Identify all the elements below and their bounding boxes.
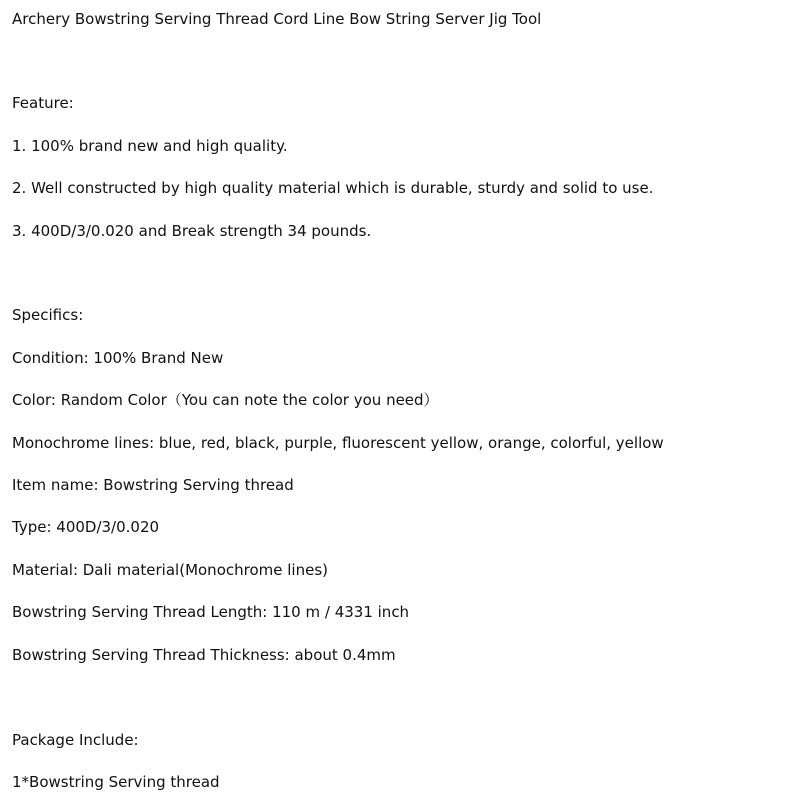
feature-item: 1. 100% brand new and high quality. xyxy=(12,137,288,155)
spec-length: Bowstring Serving Thread Length: 110 m / 4331 inch xyxy=(12,603,410,621)
specifics-heading: Specifics: xyxy=(12,306,84,324)
feature-heading: Feature: xyxy=(12,94,74,112)
spec-item-name: Item name: Bowstring Serving thread xyxy=(12,476,294,494)
feature-item: 2. Well constructed by high quality material which is durable, sturdy and solid to use. xyxy=(12,179,654,197)
spec-thickness: Bowstring Serving Thread Thickness: about 0.4mm xyxy=(12,646,396,664)
spec-type: Type: 400D/3/0.020 xyxy=(12,518,160,536)
spec-condition: Condition: 100% Brand New xyxy=(12,349,224,367)
feature-item: 3. 400D/3/0.020 and Break strength 34 pounds. xyxy=(12,222,372,240)
spec-monochrome-lines: Monochrome lines: blue, red, black, purple, fluorescent yellow, orange, colorful, yellow xyxy=(12,434,664,452)
spec-color: Color: Random Color（You can note the color you need） xyxy=(12,391,439,409)
page-title: Archery Bowstring Serving Thread Cord Line Bow String Server Jig Tool xyxy=(12,10,542,28)
package-item: 1*Bowstring Serving thread xyxy=(12,773,220,791)
spec-material: Material: Dali material(Monochrome lines) xyxy=(12,561,328,579)
package-heading: Package Include: xyxy=(12,731,139,749)
